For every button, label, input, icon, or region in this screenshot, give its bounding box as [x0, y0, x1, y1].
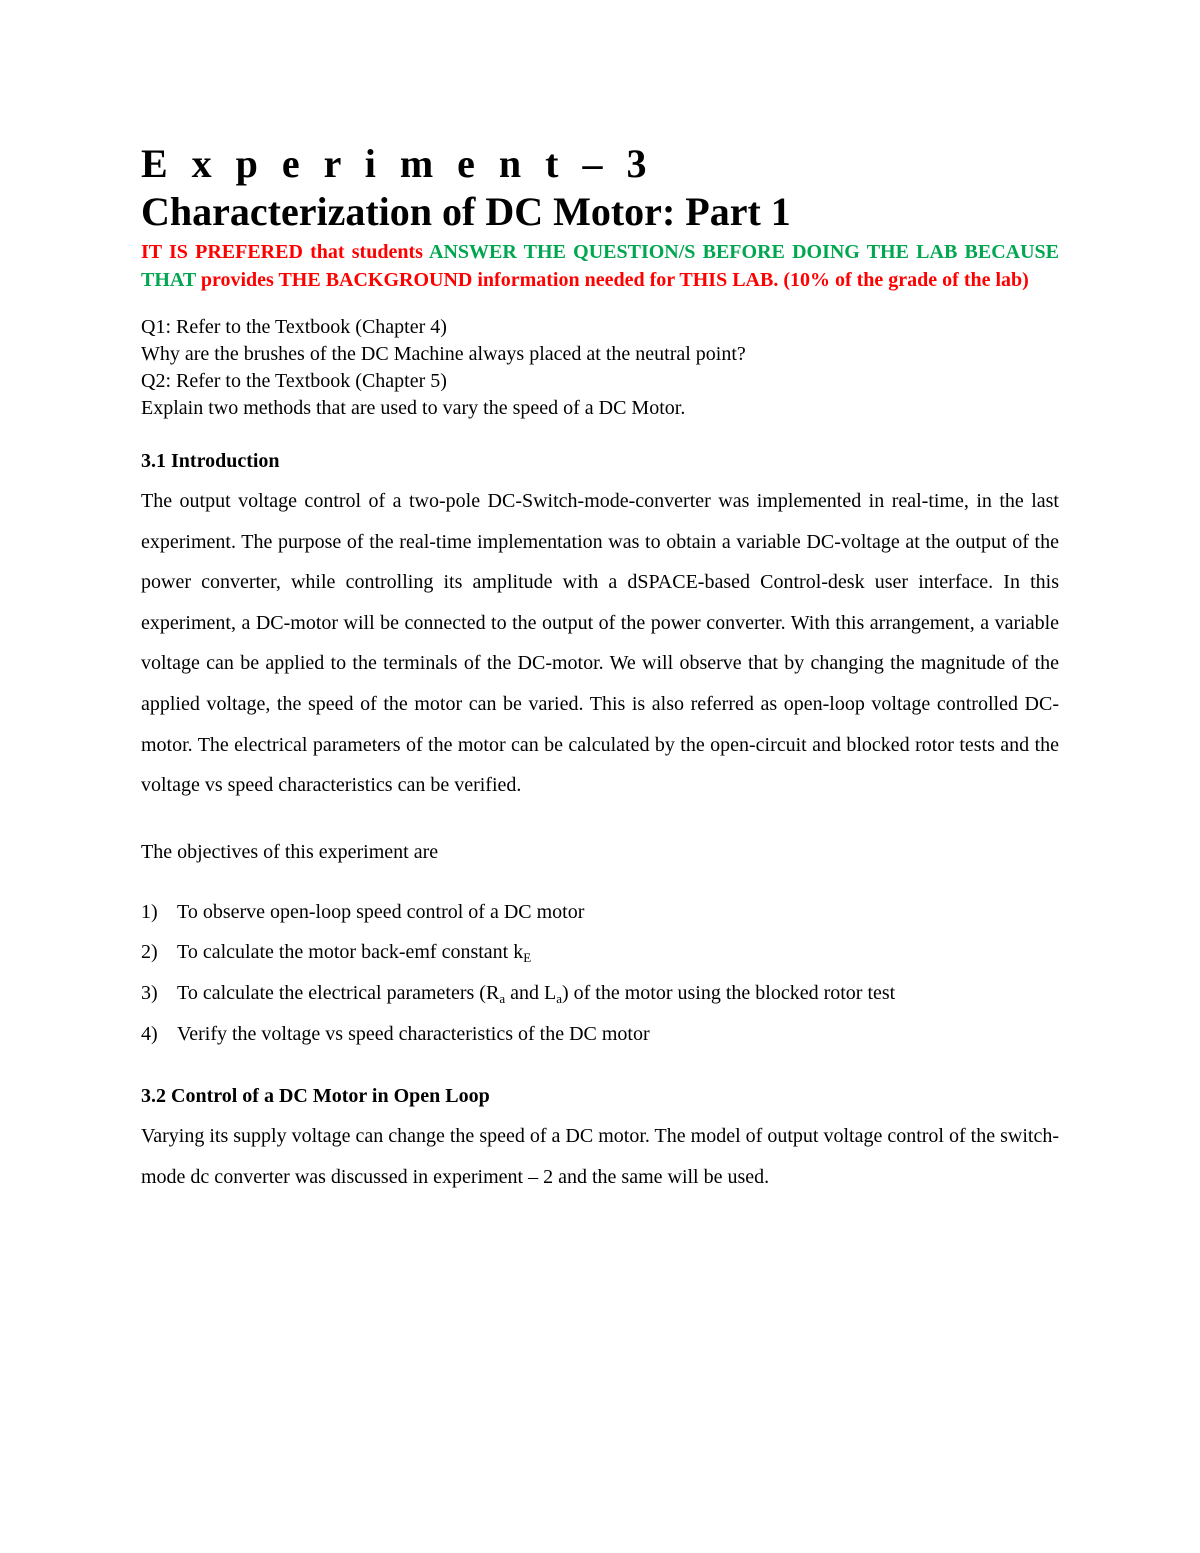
question-1-text: Why are the brushes of the DC Machine always placed at the neutral point? [141, 343, 746, 365]
open-loop-paragraph: Varying its supply voltage can change the speed of a DC motor. The model of output voltage control of the switch-mode dc converter was discussed in experiment – 2 and the same will be used. [141, 1125, 1059, 1188]
document-page [141, 140, 1059, 1197]
section-heading-introduction: 3.1 Introduction [141, 450, 280, 472]
list-item-text: Verify the voltage vs speed characteristics of the DC motor [177, 1022, 650, 1045]
list-item-number: 2) [141, 941, 158, 964]
list-item [141, 892, 1059, 933]
prelab-notice [141, 238, 1059, 294]
objectives-list [141, 892, 1059, 1054]
list-item-text-main: To calculate the motor back-emf constant k [177, 941, 524, 964]
list-item [141, 1014, 1059, 1055]
notice-part-2: ANSWER THE QUESTION/S BEFORE DOING THE LAB BECAUSE THAT [141, 241, 1059, 291]
list-item-text [177, 973, 895, 1014]
experiment-title: E x p e r i m e n t – 3 [141, 141, 654, 186]
objectives-intro: The objectives of this experiment are [141, 840, 439, 863]
list-item-text-c: ) of the motor using the blocked rotor test [561, 981, 896, 1004]
section-heading-open-loop-control: 3.2 Control of a DC Motor in Open Loop [141, 1085, 490, 1108]
list-item-number: 4) [141, 1022, 158, 1045]
list-item [141, 973, 1059, 1014]
subscript-e: E [523, 950, 532, 966]
list-item-number: 3) [141, 981, 158, 1004]
notice-part-1: IT IS PREFERED that students [141, 241, 430, 263]
list-item-number: 1) [141, 900, 158, 923]
question-2-text: Explain two methods that are used to vary the speed of a DC Motor. [141, 397, 686, 419]
question-1-reference: Q1: Refer to the Textbook (Chapter 4) [141, 316, 447, 338]
prelab-questions [141, 314, 1059, 422]
list-item-text [177, 932, 531, 973]
question-2-reference: Q2: Refer to the Textbook (Chapter 5) [141, 370, 447, 392]
list-item-text-b: and L [505, 981, 557, 1004]
list-item-text-a: To calculate the electrical parameters (R [177, 981, 500, 1004]
experiment-subtitle: Characterization of DC Motor: Part 1 [141, 189, 791, 234]
list-item [141, 932, 1059, 973]
notice-part-3: provides THE BACKGROUND information needed for THIS LAB. (10% of the grade of the lab) [195, 269, 1029, 291]
list-item-text: To observe open-loop speed control of a DC motor [177, 900, 585, 923]
subscript-a-inductance: a [556, 990, 562, 1006]
subscript-a-resistance: a [499, 990, 506, 1006]
introduction-paragraph: The output voltage control of a two-pole DC-Switch-mode-converter was implemented in real-time, in the last experiment. The purpose of the real-time implementation was to obtain a variable DC-voltage at the output of the power converter, while controlling its amplitude with a dSPACE-based Control-desk user interface. In this experiment, a DC-motor will be connected to the output of the power converter. With this arrangement, a variable voltage can be applied to the terminals of the DC-motor. We will observe that by changing the magnitude of the applied voltage, the speed of the motor can be varied. This is also referred as open-loop voltage controlled DC-motor. The electrical parameters of the motor can be calculated by the open-circuit and blocked rotor tests and the voltage vs speed characteristics can be verified. [141, 490, 1059, 797]
